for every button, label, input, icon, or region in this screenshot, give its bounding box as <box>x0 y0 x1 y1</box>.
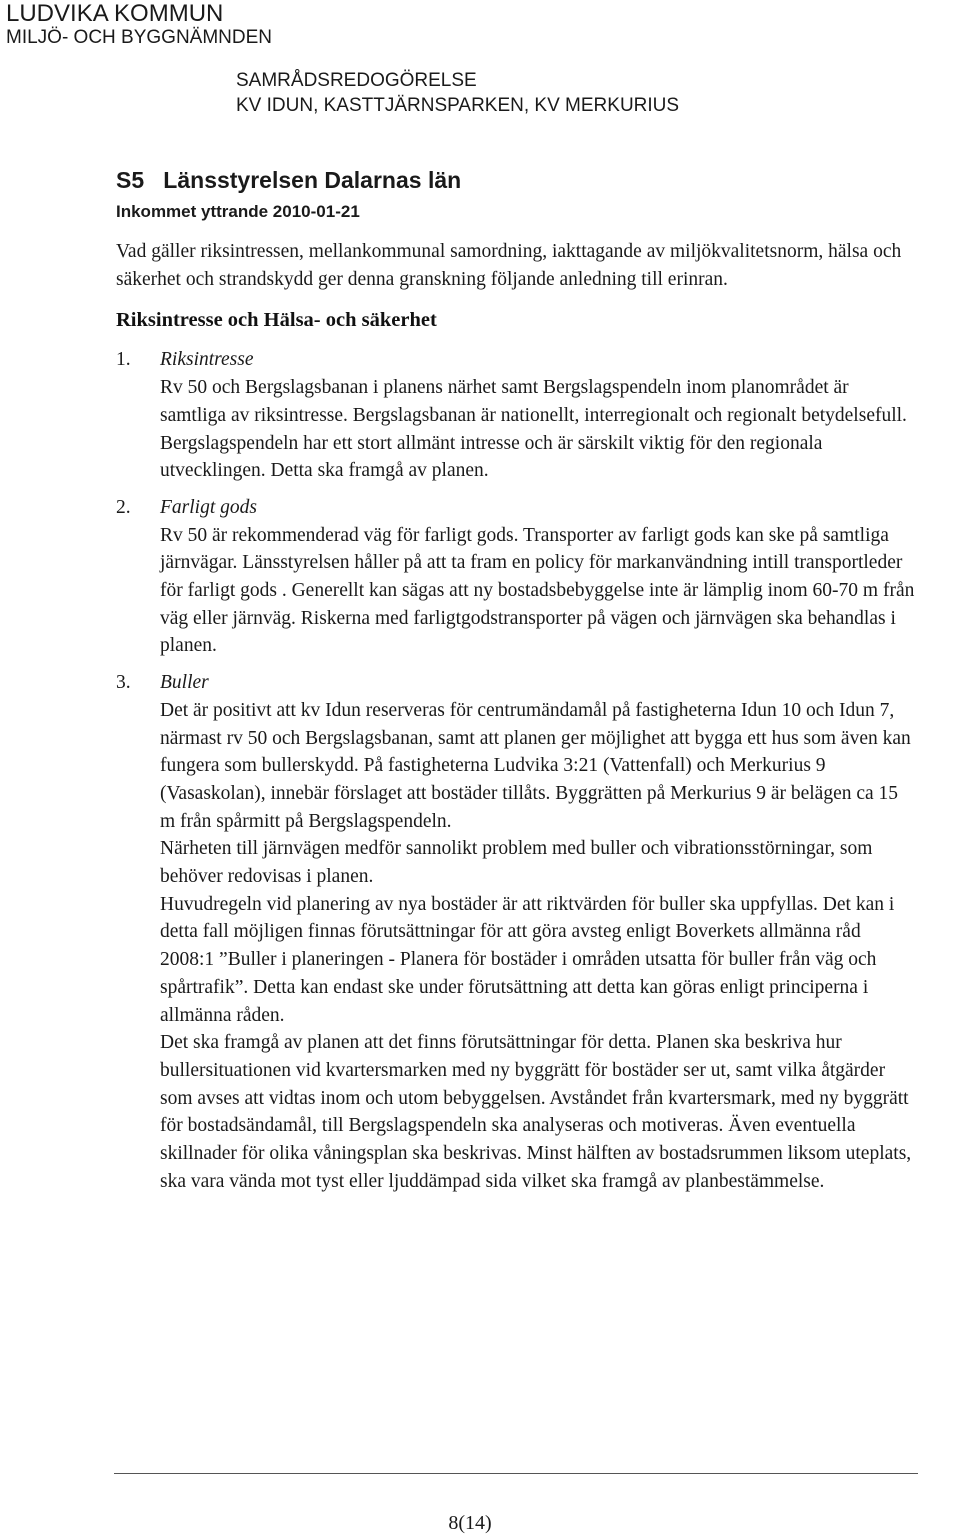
document-subject: KV IDUN, KASTTJÄRNSPARKEN, KV MERKURIUS <box>236 95 680 116</box>
item-paragraph: Närheten till järnvägen medför sannolikt problem med buller och vibrationsstörningar, som behöver redovisas i planen. <box>160 838 873 888</box>
item-title: Buller <box>160 672 209 694</box>
item-text: Rv 50 är rekommenderad väg för farligt gods. Transporter av farligt gods kan ske på samtliga järnvägar. Länsstyrelsen håller på att ta fram en policy för markanvändning intill transportleder för farligt gods . Generellt kan sägas att ny bostadsbebyggelse inte är lämplig inom 60-70 m från väg eller järnväg. Riskerna med farligtgodstransporter på vägen och järnvägen ska behandlas i planen. <box>160 524 915 657</box>
subheading: Riksintresse och Hälsa- och säkerhet <box>116 309 437 332</box>
intro-paragraph: Vad gäller riksintressen, mellankommunal samordning, iakttagande av miljökvalitetsnorm, hälsa och säkerhet och strandskydd ger denna granskning följande anledning till erinran. <box>116 241 902 290</box>
item-paragraph: Det är positivt att kv Idun reserveras för centrumändamål på fastigheterna Idun 10 och Idun 7, närmast rv 50 och Bergslagsbanan, samt att planen ger möjlighet att bygga ett hus som även kan fungera som bullerskydd. På fastigheterna Ludvika 3:21 (Vattenfall) och Merkurius 9 (Vasaskolan), innebär förslaget att bostäder tillåts. Byggrätten på Merkurius 9 är belägen ca 15 m från spårmitt på Bergslagspendeln. <box>160 699 911 832</box>
list-item-buller <box>116 669 916 1195</box>
item-title: Farligt gods <box>160 496 257 518</box>
section-title: S5 Länsstyrelsen Dalarnas län <box>116 167 462 193</box>
item-number: 2. <box>116 496 131 518</box>
received-date: Inkommet yttrande 2010-01-21 <box>116 202 360 221</box>
item-title: Riksintresse <box>160 349 254 371</box>
department-name: MILJÖ- OCH BYGGNÄMNDEN <box>6 27 273 48</box>
footer-divider <box>114 1473 918 1474</box>
document-type: SAMRÅDSREDOGÖRELSE <box>236 70 477 91</box>
list-item-farligt-gods <box>116 494 916 660</box>
page-number: 8(14) <box>448 1512 492 1534</box>
list-item-riksintresse <box>116 346 916 485</box>
item-number: 1. <box>116 349 131 371</box>
item-number: 3. <box>116 672 131 694</box>
item-text: Rv 50 och Bergslagsbanan i planens närhet samt Bergslagspendeln inom planområdet är samtliga av riksintresse. Bergslagsbanan är nationellt, interregionalt och regionalt betydelsefull. Bergslagspendeln har ett stort allmänt intresse och är särskilt viktig för den regionala utvecklingen. Detta ska framgå av planen. <box>160 377 907 482</box>
organization-name: LUDVIKA KOMMUN <box>6 0 224 27</box>
item-paragraph: Huvudregeln vid planering av nya bostäder är att riktvärden för buller ska uppfyllas. Det kan i detta fall möjligen finnas förutsättningar för att göra avsteg enligt Boverkets allmänna råd 2008:1 ”Buller i planeringen - Planera för bostäder i områden utsatta för buller från väg och spårtrafik”. Detta kan endast ske under förutsättning att detta kan göras enligt principerna i allmänna råden. <box>160 893 895 1026</box>
item-paragraph: Det ska framgå av planen att det finns förutsättningar för detta. Planen ska beskriva hur bullersituationen vid kvartersmarken med ny byggrätt för bostäder ser ut, samt vilka åtgärder som avses att vidtas inom och utom bebyggelsen. Avståndet från kvartersmark, med ny byggrätt för bostadsändamål, till Bergslagspendeln ska analyseras och motiveras. Även eventuella skillnader för olika våningsplan ska beskrivas. Minst hälften av bostadsrummen liksom uteplats, ska vara vända mot tyst eller ljuddämpad sida vilket ska framgå av planbestämmelse. <box>160 1032 912 1192</box>
document-body <box>116 164 916 1205</box>
